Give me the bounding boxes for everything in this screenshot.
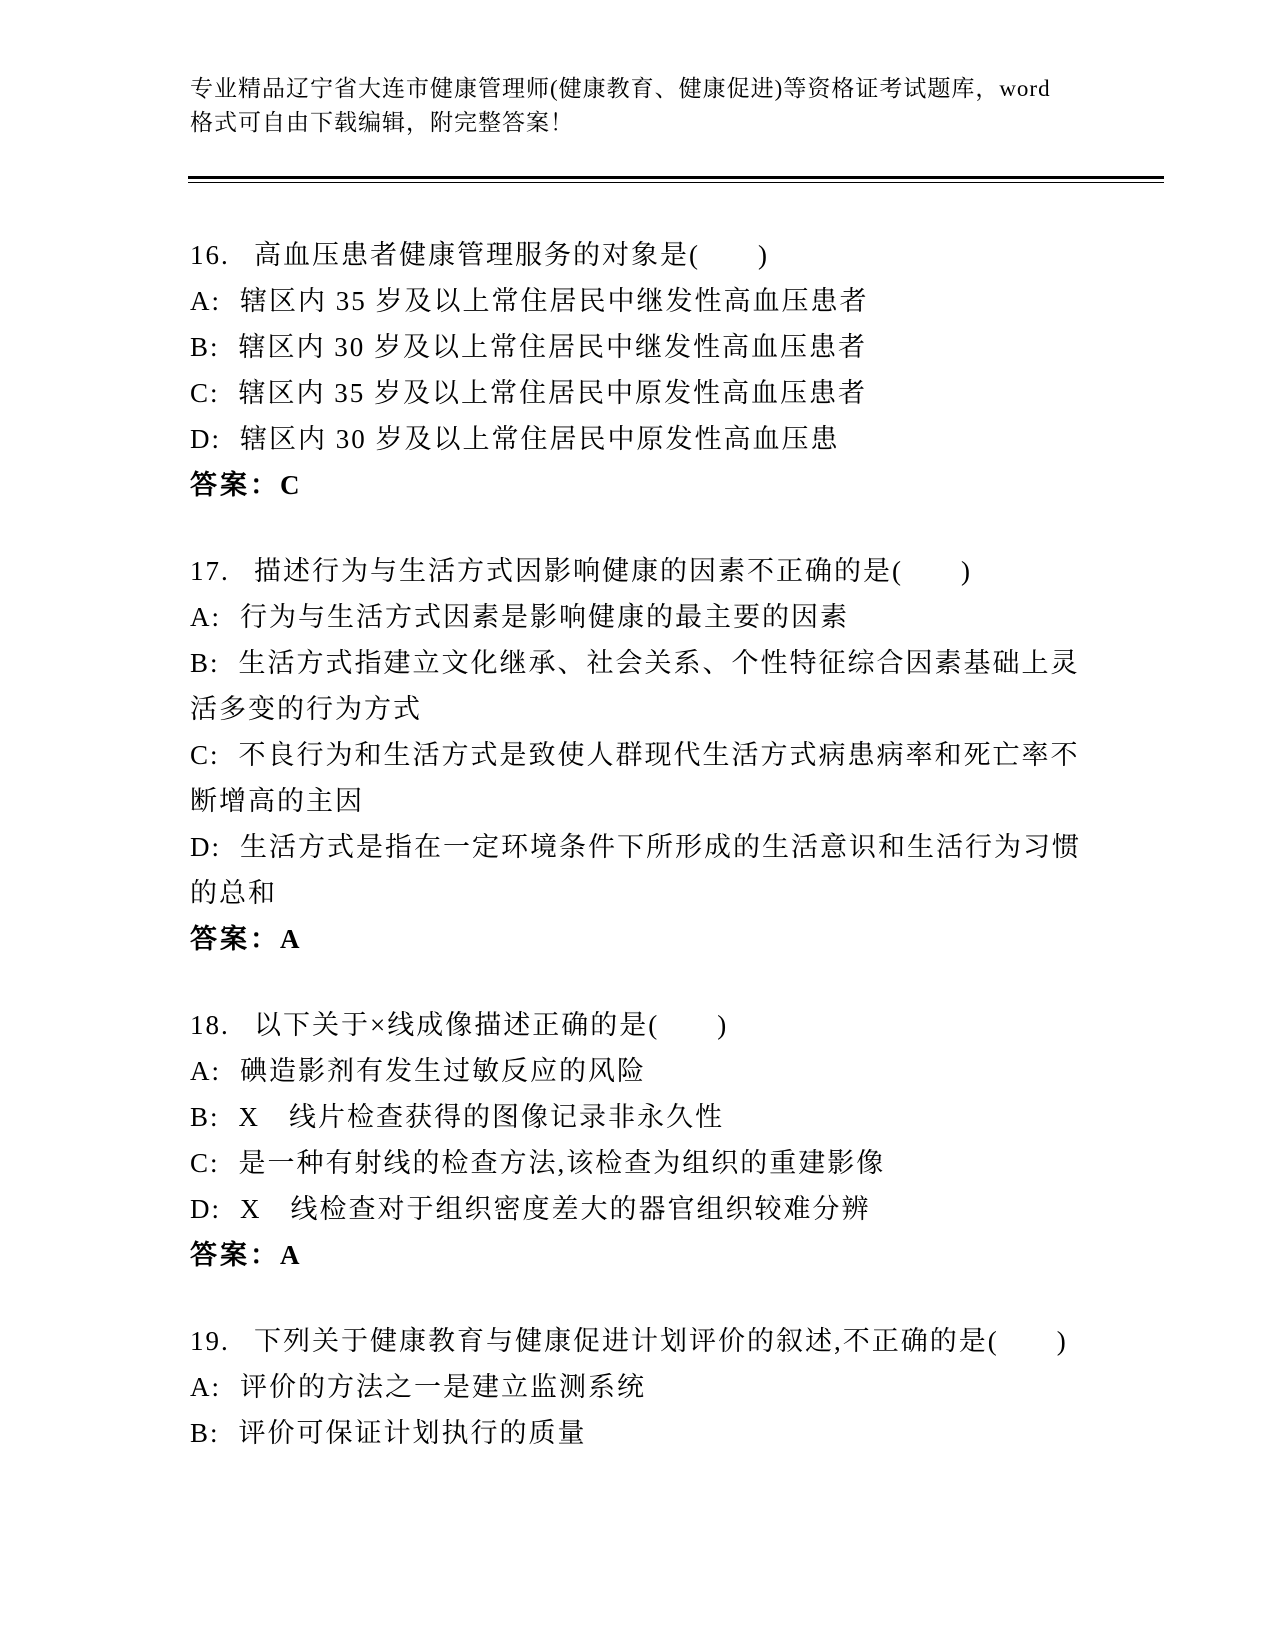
option-label: B: xyxy=(190,1102,220,1132)
option-text: 碘造影剂有发生过敏反应的风险 xyxy=(240,1056,646,1086)
question-stem xyxy=(190,1318,1150,1364)
option-text: 辖区内 30 岁及以上常住居民中原发性高血压患 xyxy=(240,424,840,454)
option-label: A: xyxy=(190,602,221,632)
option-text: X 线片检查获得的图像记录非永久性 xyxy=(238,1102,725,1132)
header-line-1: 专业精品辽宁省大连市健康管理师(健康教育、健康促进)等资格证考试题库，word xyxy=(190,76,1051,101)
option-line-c xyxy=(190,732,1150,778)
option-line-b xyxy=(190,1410,1150,1456)
option-line-d xyxy=(190,416,1150,462)
question-number: 19. xyxy=(190,1326,230,1356)
question-stem-text: 下列关于健康教育与健康促进计划评价的叙述,不正确的是( ) xyxy=(254,1326,1068,1356)
question-number: 16. xyxy=(190,240,230,270)
option-label: A: xyxy=(190,286,221,316)
answer-value: A xyxy=(280,1240,303,1270)
answer-line xyxy=(190,462,1150,508)
option-label: B: xyxy=(190,1418,220,1448)
option-text: 辖区内 35 岁及以上常住居民中继发性高血压患者 xyxy=(240,286,869,316)
answer-label: 答案： xyxy=(190,470,280,500)
option-line-a xyxy=(190,1364,1150,1410)
option-line-b-continuation: 活多变的行为方式 xyxy=(190,694,422,724)
option-line-d xyxy=(190,824,1150,870)
option-line-a xyxy=(190,278,1150,324)
option-line-c xyxy=(190,1140,1150,1186)
question-block-16 xyxy=(190,232,1150,508)
option-line-b xyxy=(190,640,1150,686)
document-body xyxy=(190,232,1150,1456)
option-label: B: xyxy=(190,648,220,678)
header-divider xyxy=(188,176,1164,183)
option-label: C: xyxy=(190,378,220,408)
option-text: 生活方式是指在一定环境条件下所形成的生活意识和生活行为习惯 xyxy=(240,832,1081,862)
question-stem-text: 以下关于×线成像描述正确的是( ) xyxy=(254,1010,729,1040)
option-label: D: xyxy=(190,832,221,862)
question-stem xyxy=(190,548,1150,594)
question-stem xyxy=(190,232,1150,278)
question-stem-text: 描述行为与生活方式因影响健康的因素不正确的是( ) xyxy=(254,556,972,586)
option-text: 不良行为和生活方式是致使人群现代生活方式病患病率和死亡率不 xyxy=(238,740,1080,770)
answer-value: C xyxy=(280,470,303,500)
option-line-a xyxy=(190,1048,1150,1094)
option-text: 辖区内 30 岁及以上常住居民中继发性高血压患者 xyxy=(238,332,868,362)
question-number: 18. xyxy=(190,1010,230,1040)
question-number: 17. xyxy=(190,556,230,586)
answer-label: 答案： xyxy=(190,924,280,954)
option-text: 辖区内 35 岁及以上常住居民中原发性高血压患者 xyxy=(238,378,868,408)
question-stem xyxy=(190,1002,1150,1048)
option-label: B: xyxy=(190,332,220,362)
question-block-17 xyxy=(190,548,1150,962)
answer-value: A xyxy=(280,924,303,954)
question-stem-text: 高血压患者健康管理服务的对象是( ) xyxy=(254,240,769,270)
page-header xyxy=(190,72,1140,140)
answer-line xyxy=(190,1232,1150,1278)
option-label: C: xyxy=(190,1148,220,1178)
question-block-18 xyxy=(190,1002,1150,1278)
question-block-19 xyxy=(190,1318,1150,1456)
option-text: 是一种有射线的检查方法,该检查为组织的重建影像 xyxy=(238,1148,886,1178)
option-label: D: xyxy=(190,1194,221,1224)
option-label: D: xyxy=(190,424,221,454)
option-text: 评价的方法之一是建立监测系统 xyxy=(240,1372,646,1402)
option-text: 生活方式指建立文化继承、社会关系、个性特征综合因素基础上灵 xyxy=(238,648,1080,678)
answer-label: 答案： xyxy=(190,1240,280,1270)
option-line-d xyxy=(190,1186,1150,1232)
answer-line xyxy=(190,916,1150,962)
option-line-c xyxy=(190,370,1150,416)
option-label: C: xyxy=(190,740,220,770)
option-text: X 线检查对于组织密度差大的器官组织较难分辨 xyxy=(240,1194,871,1224)
option-line-b xyxy=(190,1094,1150,1140)
option-line-a xyxy=(190,594,1150,640)
header-line-2: 格式可自由下载编辑，附完整答案！ xyxy=(190,110,574,135)
option-line-c-continuation: 断增高的主因 xyxy=(190,786,364,816)
option-line-b xyxy=(190,324,1150,370)
option-label: A: xyxy=(190,1056,221,1086)
option-text: 评价可保证计划执行的质量 xyxy=(238,1418,587,1448)
option-line-d-continuation: 的总和 xyxy=(190,878,277,908)
option-label: A: xyxy=(190,1372,221,1402)
option-text: 行为与生活方式因素是影响健康的最主要的因素 xyxy=(240,602,849,632)
